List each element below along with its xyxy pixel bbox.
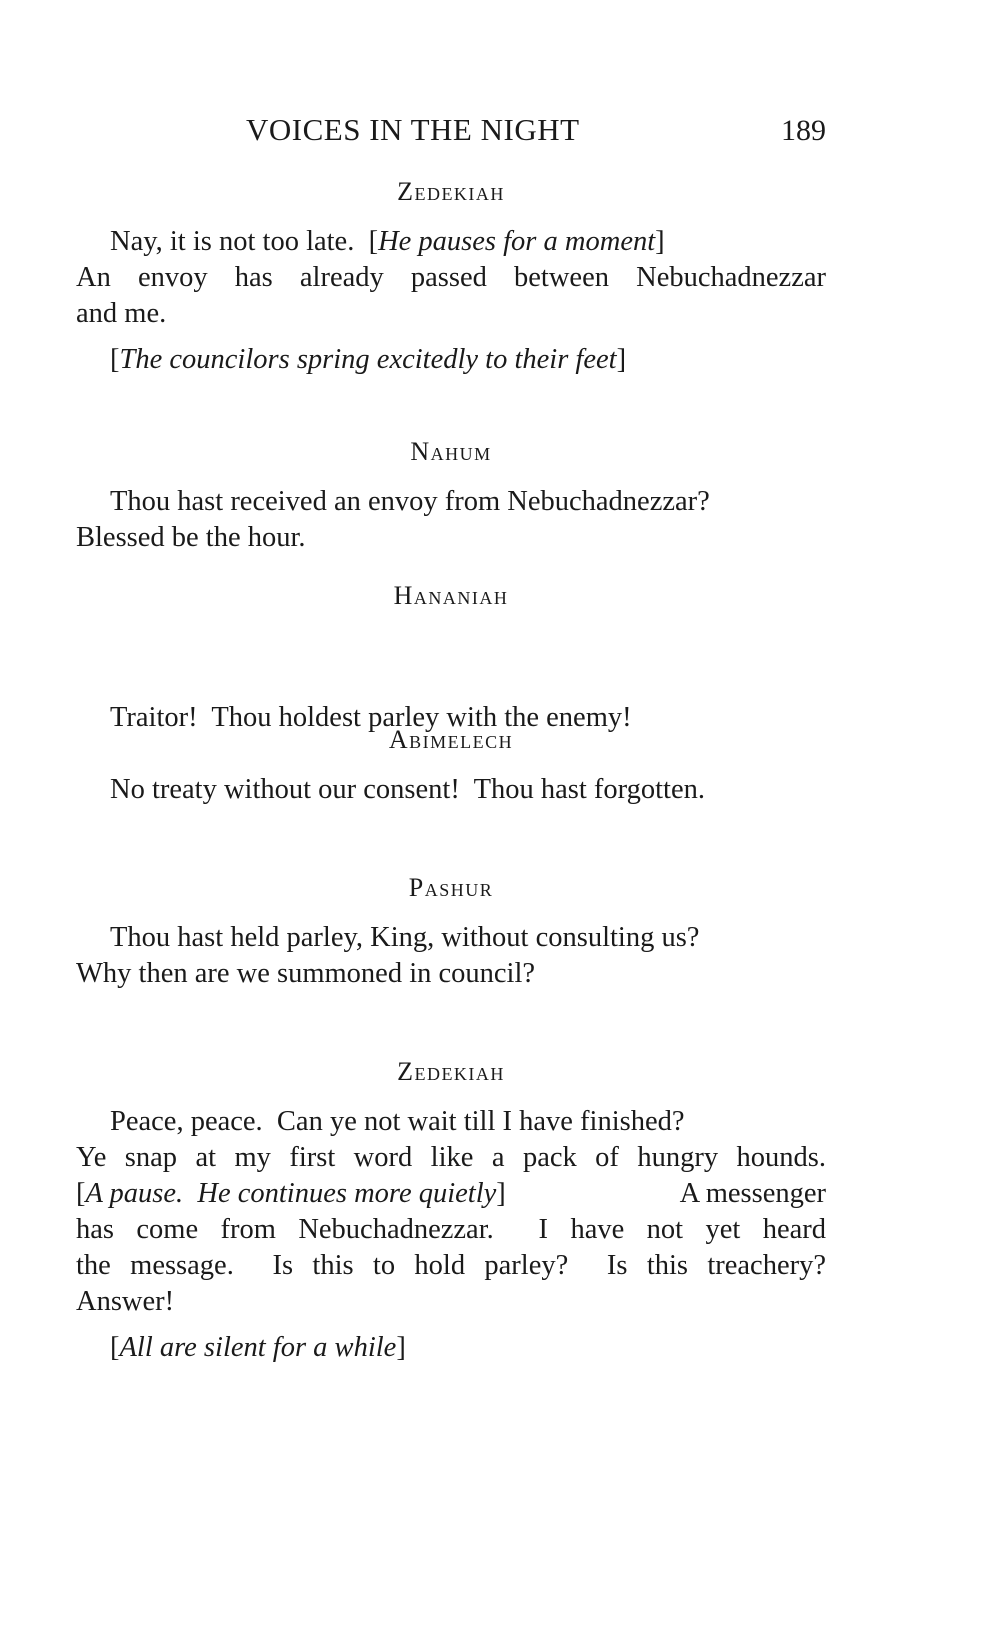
- speech-text: [76, 1104, 826, 1320]
- speech-line: Nay, it is not too late. [He pauses for a moment]: [110, 226, 665, 257]
- speaker-name: Zedekiah: [397, 1057, 505, 1086]
- speech-line: Traitor! Thou holdest parley with the enemy!: [110, 702, 632, 733]
- inline-stage-direction: A pause. He continues more quietly: [85, 1178, 497, 1209]
- speech-line: Ye snap at my first word like a pack of hungry hounds.: [76, 1142, 826, 1173]
- stage-direction: [The councilors spring excitedly to their feet]: [110, 344, 627, 375]
- speech-line: [A pause. He continues more quietly] A messenger: [76, 1176, 826, 1212]
- speaker-name: Nahum: [410, 437, 492, 466]
- running-header: [76, 112, 826, 152]
- stage-direction: [All are silent for a while]: [110, 1332, 406, 1363]
- speaker-name: Zedekiah: [397, 177, 505, 206]
- stage-direction-text: The councilors spring excitedly to their feet: [119, 344, 617, 375]
- dialogue-block-zedekiah-1: [76, 174, 826, 378]
- speech-line: Thou hast held parley, King, without consulting us?: [110, 922, 700, 953]
- speech-line: No treaty without our consent! Thou hast forgotten.: [110, 774, 705, 805]
- speech-text: [76, 484, 826, 556]
- speech-text: [76, 224, 826, 332]
- speech-line: has come from Nebuchadnezzar. I have not yet heard: [76, 1214, 826, 1245]
- speech-line: Answer!: [76, 1286, 175, 1317]
- speaker-name: Hananiah: [393, 581, 509, 610]
- speech-line: the message. Is this to hold parley? Is this treachery?: [76, 1250, 826, 1281]
- speech-fragment: Nay, it is not too late.: [110, 226, 355, 257]
- inline-stage-direction: He pauses for a moment: [378, 226, 656, 257]
- dialogue-block-abimelech: [76, 722, 826, 808]
- dialogue-block-zedekiah-2: [76, 1054, 826, 1366]
- speech-line: Peace, peace. Can ye not wait till I have finished?: [110, 1106, 685, 1137]
- dialogue-block-nahum: [76, 434, 826, 556]
- speech-text: [76, 772, 826, 808]
- speech-text: [76, 920, 826, 992]
- speech-line: Thou hast received an envoy from Nebuchadnezzar?: [110, 486, 710, 517]
- speech-line: and me.: [76, 298, 167, 329]
- stage-direction-text: All are silent for a while: [119, 1332, 397, 1363]
- speech-line: Blessed be the hour.: [76, 522, 306, 553]
- dialogue-block-pashur: [76, 870, 826, 992]
- speech-fragment: A messenger: [679, 1178, 826, 1209]
- page-number: 189: [781, 114, 826, 147]
- speech-line: An envoy has already passed between Nebuchadnezzar: [76, 262, 826, 293]
- speaker-name: Pashur: [408, 873, 494, 902]
- speaker-name: Abimelech: [388, 725, 514, 754]
- running-title: VOICES IN THE NIGHT: [246, 112, 580, 147]
- speech-line: Why then are we summoned in council?: [76, 958, 536, 989]
